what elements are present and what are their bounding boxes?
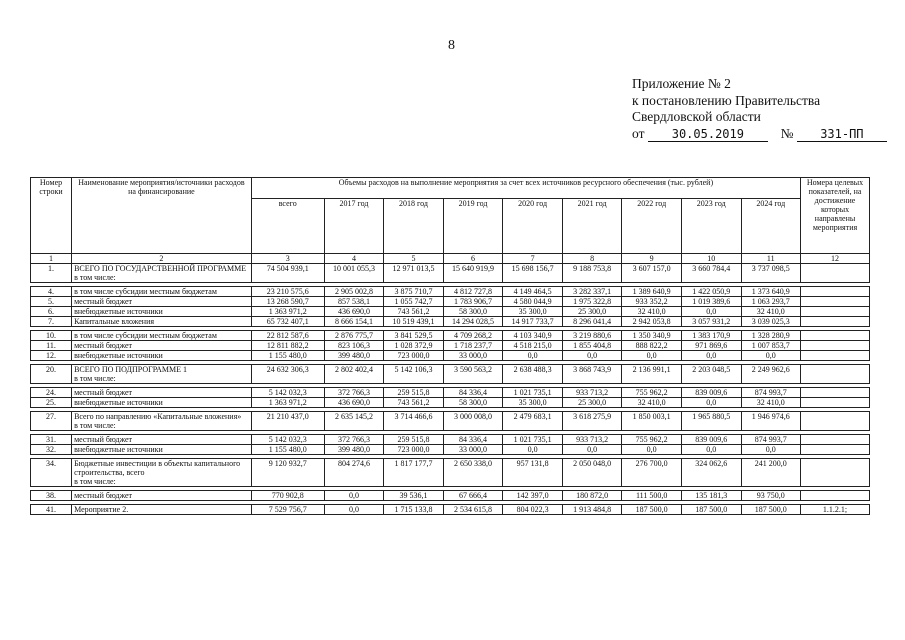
row-value: 15 698 156,7 bbox=[503, 264, 563, 283]
row-value: 32 410,0 bbox=[622, 307, 682, 317]
table-row bbox=[31, 505, 870, 515]
row-value: 276 700,0 bbox=[622, 459, 682, 487]
row-value: 874 993,7 bbox=[741, 388, 801, 398]
table-row bbox=[31, 412, 870, 431]
row-value: 5 142 032,3 bbox=[251, 435, 324, 445]
row-value: 839 009,6 bbox=[681, 435, 741, 445]
row-value: 1 718 237,7 bbox=[443, 341, 503, 351]
row-value: 14 294 028,5 bbox=[443, 317, 503, 327]
row-value: 1 363 971,2 bbox=[251, 307, 324, 317]
row-value: 3 618 275,9 bbox=[562, 412, 622, 431]
row-value: 1 028 372,9 bbox=[384, 341, 444, 351]
column-number: 8 bbox=[562, 254, 622, 264]
row-value: 2 534 615,8 bbox=[443, 505, 503, 515]
row-value: 1 063 293,7 bbox=[741, 297, 801, 307]
row-name: местный бюджет bbox=[72, 435, 252, 445]
row-value: 0,0 bbox=[324, 491, 384, 501]
row-name: Мероприятие 2. bbox=[72, 505, 252, 515]
row-value: 8 296 041,4 bbox=[562, 317, 622, 327]
row-value: 1 855 404,8 bbox=[562, 341, 622, 351]
row-value: 839 009,6 bbox=[681, 388, 741, 398]
row-value: 971 869,6 bbox=[681, 341, 741, 351]
row-value: 135 181,3 bbox=[681, 491, 741, 501]
row-value: 933 713,2 bbox=[562, 388, 622, 398]
row-value: 1 965 880,5 bbox=[681, 412, 741, 431]
expenses-table bbox=[30, 177, 870, 515]
row-value: 84 336,4 bbox=[443, 388, 503, 398]
row-value: 1 155 480,0 bbox=[251, 445, 324, 455]
row-number: 34. bbox=[31, 459, 72, 487]
row-value: 12 971 013,5 bbox=[384, 264, 444, 283]
row-value: 0,0 bbox=[562, 445, 622, 455]
row-value: 9 188 753,8 bbox=[562, 264, 622, 283]
table-row bbox=[31, 351, 870, 361]
table-row bbox=[31, 459, 870, 487]
column-number: 1 bbox=[31, 254, 72, 264]
row-name: местный бюджет bbox=[72, 341, 252, 351]
row-value: 2 905 002,8 bbox=[324, 287, 384, 297]
column-number: 4 bbox=[324, 254, 384, 264]
row-value: 10 001 055,3 bbox=[324, 264, 384, 283]
row-value: 3 590 563,2 bbox=[443, 365, 503, 384]
row-value: 1 021 735,1 bbox=[503, 435, 563, 445]
row-value: 1 715 133,8 bbox=[384, 505, 444, 515]
row-value: 0,0 bbox=[503, 445, 563, 455]
row-number: 11. bbox=[31, 341, 72, 351]
row-number: 7. bbox=[31, 317, 72, 327]
row-target bbox=[801, 491, 870, 501]
row-value: 1 350 340,9 bbox=[622, 331, 682, 341]
row-value: 15 640 919,9 bbox=[443, 264, 503, 283]
appendix-header bbox=[632, 76, 887, 142]
row-target bbox=[801, 459, 870, 487]
row-target bbox=[801, 331, 870, 341]
row-name: внебюджетные источники bbox=[72, 398, 252, 408]
row-value: 0,0 bbox=[741, 445, 801, 455]
row-name: Всего по направлению «Капитальные вложения» в том числе: bbox=[72, 412, 252, 431]
row-value: 1 055 742,7 bbox=[384, 297, 444, 307]
row-value: 22 812 587,6 bbox=[251, 331, 324, 341]
row-number: 25. bbox=[31, 398, 72, 408]
row-target bbox=[801, 307, 870, 317]
row-value: 10 519 439,1 bbox=[384, 317, 444, 327]
row-value: 804 022,3 bbox=[503, 505, 563, 515]
row-value: 436 690,0 bbox=[324, 398, 384, 408]
row-value: 3 714 466,6 bbox=[384, 412, 444, 431]
row-value: 4 149 464,5 bbox=[503, 287, 563, 297]
table-row bbox=[31, 287, 870, 297]
row-value: 3 868 743,9 bbox=[562, 365, 622, 384]
row-value: 1 975 322,8 bbox=[562, 297, 622, 307]
column-number: 9 bbox=[622, 254, 682, 264]
row-value: 888 822,2 bbox=[622, 341, 682, 351]
table-row bbox=[31, 365, 870, 384]
row-value: 1 021 735,1 bbox=[503, 388, 563, 398]
row-number: 24. bbox=[31, 388, 72, 398]
header-row-number: Номер строки bbox=[31, 178, 72, 254]
row-value: 142 397,0 bbox=[503, 491, 563, 501]
row-value: 259 515,8 bbox=[384, 388, 444, 398]
appendix-resolution: к постановлению Правительства bbox=[632, 92, 821, 108]
table-row bbox=[31, 297, 870, 307]
row-value: 1 328 280,9 bbox=[741, 331, 801, 341]
table-row bbox=[31, 445, 870, 455]
number-prefix: № bbox=[780, 125, 794, 141]
row-target bbox=[801, 398, 870, 408]
row-value: 0,0 bbox=[681, 307, 741, 317]
row-value: 804 274,6 bbox=[324, 459, 384, 487]
column-number: 7 bbox=[503, 254, 563, 264]
row-value: 1 422 050,9 bbox=[681, 287, 741, 297]
page-number: 8 bbox=[448, 38, 455, 53]
row-value: 874 993,7 bbox=[741, 435, 801, 445]
row-value: 743 561,2 bbox=[384, 307, 444, 317]
row-value: 1 783 906,7 bbox=[443, 297, 503, 307]
row-value: 32 410,0 bbox=[741, 307, 801, 317]
row-value: 23 210 575,6 bbox=[251, 287, 324, 297]
row-value: 0,0 bbox=[681, 398, 741, 408]
row-target bbox=[801, 317, 870, 327]
row-value: 0,0 bbox=[681, 351, 741, 361]
row-value: 65 732 407,1 bbox=[251, 317, 324, 327]
row-target bbox=[801, 341, 870, 351]
row-value: 3 841 529,5 bbox=[384, 331, 444, 341]
row-value: 372 766,3 bbox=[324, 435, 384, 445]
header-year-0: всего bbox=[251, 199, 324, 254]
row-value: 84 336,4 bbox=[443, 435, 503, 445]
row-value: 39 536,1 bbox=[384, 491, 444, 501]
column-number: 2 bbox=[72, 254, 252, 264]
column-number: 5 bbox=[384, 254, 444, 264]
table-row bbox=[31, 317, 870, 327]
row-value: 1 850 003,1 bbox=[622, 412, 682, 431]
resolution-number: 331-ПП bbox=[797, 128, 887, 142]
header-year-2: 2018 год bbox=[384, 199, 444, 254]
row-number: 12. bbox=[31, 351, 72, 361]
row-number: 5. bbox=[31, 297, 72, 307]
row-value: 0,0 bbox=[503, 351, 563, 361]
row-value: 7 529 756,7 bbox=[251, 505, 324, 515]
table-row bbox=[31, 307, 870, 317]
row-name: внебюджетные источники bbox=[72, 445, 252, 455]
row-value: 9 120 932,7 bbox=[251, 459, 324, 487]
column-number: 3 bbox=[251, 254, 324, 264]
row-value: 5 142 032,3 bbox=[251, 388, 324, 398]
row-value: 2 802 402,4 bbox=[324, 365, 384, 384]
column-number: 12 bbox=[801, 254, 870, 264]
row-value: 187 500,0 bbox=[622, 505, 682, 515]
appendix-title: Приложение № 2 bbox=[632, 76, 731, 91]
row-value: 957 131,8 bbox=[503, 459, 563, 487]
row-value: 1 946 974,6 bbox=[741, 412, 801, 431]
row-value: 2 635 145,2 bbox=[324, 412, 384, 431]
row-target bbox=[801, 297, 870, 307]
row-value: 1 383 170,9 bbox=[681, 331, 741, 341]
row-value: 35 300,0 bbox=[503, 307, 563, 317]
row-value: 32 410,0 bbox=[622, 398, 682, 408]
appendix-region: Свердловской области bbox=[632, 109, 761, 124]
row-value: 25 300,0 bbox=[562, 307, 622, 317]
row-value: 3 607 157,0 bbox=[622, 264, 682, 283]
row-value: 2 876 775,7 bbox=[324, 331, 384, 341]
row-value: 2 050 048,0 bbox=[562, 459, 622, 487]
row-value: 21 210 437,0 bbox=[251, 412, 324, 431]
row-value: 1 155 480,0 bbox=[251, 351, 324, 361]
row-name: местный бюджет bbox=[72, 388, 252, 398]
row-target bbox=[801, 264, 870, 283]
table-row bbox=[31, 264, 870, 283]
row-value: 2 650 338,0 bbox=[443, 459, 503, 487]
row-number: 1. bbox=[31, 264, 72, 283]
table-row bbox=[31, 388, 870, 398]
row-value: 187 500,0 bbox=[681, 505, 741, 515]
row-value: 25 300,0 bbox=[562, 398, 622, 408]
row-value: 58 300,0 bbox=[443, 398, 503, 408]
row-value: 32 410,0 bbox=[741, 398, 801, 408]
row-value: 12 811 882,2 bbox=[251, 341, 324, 351]
row-value: 67 666,4 bbox=[443, 491, 503, 501]
row-value: 1 913 484,8 bbox=[562, 505, 622, 515]
row-value: 4 518 215,0 bbox=[503, 341, 563, 351]
row-value: 2 249 962,6 bbox=[741, 365, 801, 384]
date-prefix: от bbox=[632, 125, 645, 141]
row-name: в том числе субсидии местным бюджетам bbox=[72, 287, 252, 297]
row-value: 2 203 048,5 bbox=[681, 365, 741, 384]
row-value: 755 962,2 bbox=[622, 388, 682, 398]
header-year-4: 2020 год bbox=[503, 199, 563, 254]
row-value: 8 666 154,1 bbox=[324, 317, 384, 327]
row-target bbox=[801, 435, 870, 445]
row-value: 4 709 268,2 bbox=[443, 331, 503, 341]
row-value: 2 638 488,3 bbox=[503, 365, 563, 384]
row-value: 3 057 931,2 bbox=[681, 317, 741, 327]
row-value: 13 268 590,7 bbox=[251, 297, 324, 307]
header-year-3: 2019 год bbox=[443, 199, 503, 254]
row-value: 399 480,0 bbox=[324, 445, 384, 455]
row-number: 4. bbox=[31, 287, 72, 297]
row-name: внебюджетные источники bbox=[72, 351, 252, 361]
row-value: 4 812 727,8 bbox=[443, 287, 503, 297]
row-value: 0,0 bbox=[562, 351, 622, 361]
row-value: 1 363 971,2 bbox=[251, 398, 324, 408]
row-value: 187 500,0 bbox=[741, 505, 801, 515]
header-year-8: 2024 год bbox=[741, 199, 801, 254]
header-year-7: 2023 год bbox=[681, 199, 741, 254]
row-target: 1.1.2.1; bbox=[801, 505, 870, 515]
table-row bbox=[31, 435, 870, 445]
header-targets: Номера целевых показателей, на достижение которых направлены мероприятия bbox=[801, 178, 870, 254]
row-value: 14 917 733,7 bbox=[503, 317, 563, 327]
row-value: 1 373 640,9 bbox=[741, 287, 801, 297]
row-value: 2 136 991,1 bbox=[622, 365, 682, 384]
row-name: Капитальные вложения bbox=[72, 317, 252, 327]
row-value: 2 479 683,1 bbox=[503, 412, 563, 431]
row-value: 4 103 340,9 bbox=[503, 331, 563, 341]
row-value: 24 632 306,3 bbox=[251, 365, 324, 384]
appendix-date-line bbox=[632, 126, 887, 143]
row-value: 1 019 389,6 bbox=[681, 297, 741, 307]
table-row bbox=[31, 398, 870, 408]
row-value: 3 660 784,4 bbox=[681, 264, 741, 283]
row-target bbox=[801, 412, 870, 431]
row-name: ВСЕГО ПО ПОДПРОГРАММЕ 1 в том числе: bbox=[72, 365, 252, 384]
row-target bbox=[801, 388, 870, 398]
column-number: 6 bbox=[443, 254, 503, 264]
row-value: 259 515,8 bbox=[384, 435, 444, 445]
row-name: внебюджетные источники bbox=[72, 307, 252, 317]
row-value: 324 062,6 bbox=[681, 459, 741, 487]
row-target bbox=[801, 445, 870, 455]
row-number: 10. bbox=[31, 331, 72, 341]
row-value: 2 942 053,8 bbox=[622, 317, 682, 327]
row-number: 20. bbox=[31, 365, 72, 384]
row-value: 0,0 bbox=[622, 351, 682, 361]
row-value: 823 106,3 bbox=[324, 341, 384, 351]
row-number: 6. bbox=[31, 307, 72, 317]
row-value: 33 000,0 bbox=[443, 351, 503, 361]
header-volumes: Объемы расходов на выполнение мероприятия за счет всех источников ресурсного обеспечения (тыс. рублей) bbox=[251, 178, 800, 199]
row-number: 31. bbox=[31, 435, 72, 445]
row-value: 723 000,0 bbox=[384, 445, 444, 455]
header-year-1: 2017 год bbox=[324, 199, 384, 254]
row-value: 3 000 008,0 bbox=[443, 412, 503, 431]
row-value: 3 039 025,3 bbox=[741, 317, 801, 327]
row-value: 0,0 bbox=[324, 505, 384, 515]
header-year-6: 2022 год bbox=[622, 199, 682, 254]
row-value: 0,0 bbox=[741, 351, 801, 361]
row-value: 180 872,0 bbox=[562, 491, 622, 501]
row-value: 0,0 bbox=[622, 445, 682, 455]
row-name: местный бюджет bbox=[72, 297, 252, 307]
row-value: 1 389 640,9 bbox=[622, 287, 682, 297]
row-name: ВСЕГО ПО ГОСУДАРСТВЕННОЙ ПРОГРАММЕ в том числе: bbox=[72, 264, 252, 283]
row-value: 436 690,0 bbox=[324, 307, 384, 317]
row-value: 723 000,0 bbox=[384, 351, 444, 361]
row-value: 4 580 044,9 bbox=[503, 297, 563, 307]
row-value: 1 817 177,7 bbox=[384, 459, 444, 487]
row-value: 1 007 853,7 bbox=[741, 341, 801, 351]
row-target bbox=[801, 365, 870, 384]
row-value: 770 902,8 bbox=[251, 491, 324, 501]
row-target bbox=[801, 351, 870, 361]
row-number: 32. bbox=[31, 445, 72, 455]
table-row bbox=[31, 341, 870, 351]
row-value: 743 561,2 bbox=[384, 398, 444, 408]
row-value: 857 538,1 bbox=[324, 297, 384, 307]
row-value: 241 200,0 bbox=[741, 459, 801, 487]
row-number: 41. bbox=[31, 505, 72, 515]
row-value: 111 500,0 bbox=[622, 491, 682, 501]
resolution-date: 30.05.2019 bbox=[648, 128, 768, 142]
row-value: 372 766,3 bbox=[324, 388, 384, 398]
row-value: 93 750,0 bbox=[741, 491, 801, 501]
row-value: 35 300,0 bbox=[503, 398, 563, 408]
row-name: в том числе субсидии местным бюджетам bbox=[72, 331, 252, 341]
row-value: 58 300,0 bbox=[443, 307, 503, 317]
row-name: местный бюджет bbox=[72, 491, 252, 501]
row-value: 5 142 106,3 bbox=[384, 365, 444, 384]
row-value: 74 504 939,1 bbox=[251, 264, 324, 283]
table-row bbox=[31, 331, 870, 341]
row-value: 0,0 bbox=[681, 445, 741, 455]
row-value: 3 282 337,1 bbox=[562, 287, 622, 297]
row-number: 27. bbox=[31, 412, 72, 431]
row-name: Бюджетные инвестиции в объекты капитального строительства, всего в том числе: bbox=[72, 459, 252, 487]
header-name: Наименование мероприятия/источники расходов на финансирование bbox=[72, 178, 252, 254]
row-value: 755 962,2 bbox=[622, 435, 682, 445]
row-value: 3 875 710,7 bbox=[384, 287, 444, 297]
row-value: 3 219 880,6 bbox=[562, 331, 622, 341]
row-value: 933 713,2 bbox=[562, 435, 622, 445]
row-value: 399 480,0 bbox=[324, 351, 384, 361]
table-row bbox=[31, 491, 870, 501]
row-value: 3 737 098,5 bbox=[741, 264, 801, 283]
header-year-5: 2021 год bbox=[562, 199, 622, 254]
row-target bbox=[801, 287, 870, 297]
row-value: 33 000,0 bbox=[443, 445, 503, 455]
row-number: 38. bbox=[31, 491, 72, 501]
column-number: 11 bbox=[741, 254, 801, 264]
column-number: 10 bbox=[681, 254, 741, 264]
row-value: 933 352,2 bbox=[622, 297, 682, 307]
